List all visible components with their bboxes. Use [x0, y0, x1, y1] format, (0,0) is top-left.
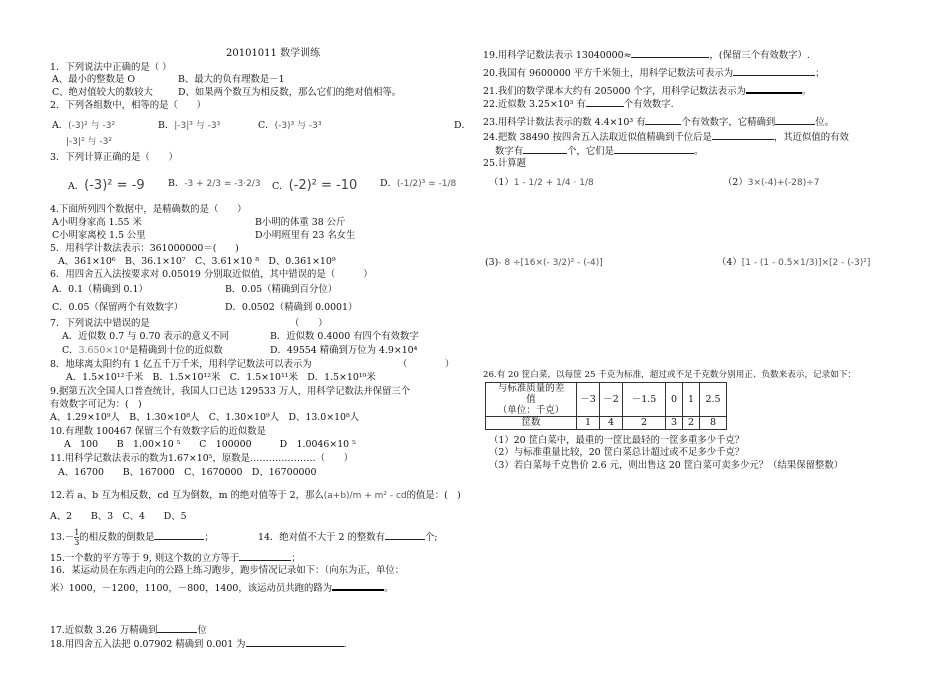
q17-stem: 17.近似数 3.26 万精确到 位: [50, 625, 207, 636]
q7-option-a: A．近似数 0.7 与 0.70 表示的意义不同: [62, 331, 229, 342]
q19-stem: 19.用科学记数法表示 13040000≈ ，(保留三个有效数字）.: [483, 50, 810, 61]
calc-4: （4）[1 - (1 - 0.5×1/3)]×[2 - (-3)²]: [717, 257, 871, 268]
q18-stem: 18.用四舍五入法把 0.07902 精确到 0.001 为 .: [50, 639, 347, 650]
table-header-cell: 与标准质量的差 值 （单位：千克）: [486, 383, 577, 417]
q18-answer-blank[interactable]: [246, 638, 344, 647]
q7-paren: （ ）: [290, 318, 328, 329]
q26-data-table: [485, 382, 727, 430]
q20-answer-blank[interactable]: [733, 67, 815, 76]
q22-answer-blank[interactable]: [586, 98, 624, 107]
q14-stem: 14．绝对值不大于 2 的整数有 个;: [258, 532, 438, 543]
q10-stem: 10.有理数 100467 保留三个有效数字后的近似数是: [50, 426, 267, 437]
q2-option-d-label: D．: [454, 120, 471, 131]
table-cell: 3: [666, 417, 683, 430]
q2-option-c: C．(-3)³ 与 -3³: [258, 120, 322, 131]
q4-option-a: A小明身家高 1.55 米: [52, 217, 142, 228]
q3-option-c: C．(-2)² = -10: [272, 178, 358, 193]
q11-stem: 11.用科学记数法表示的数为1.67×10⁵，原数是…………………（ ）: [50, 453, 354, 464]
q24-answer-blank-2[interactable]: [523, 145, 567, 154]
q13-fraction: $\frac{1}{3}$: [74, 528, 80, 547]
table-row: [486, 417, 727, 430]
q9-options: A、1.29×10⁹人 B、1.30×10⁸人 C、1.30×10⁹人 D、13.0×10⁸人: [50, 412, 360, 423]
q21-answer-blank[interactable]: [746, 84, 802, 94]
q4-option-c: C小明家离校 1.5 公里: [52, 230, 146, 241]
q26-subquestion-1: （1）20 筐白菜中，最重的一筐比最轻的一筐多重多少千克？: [489, 435, 745, 446]
table-cell: 2.5: [700, 383, 727, 417]
q16-stem-line2: 米）1000，－1200，1100，－800，1400，该运动员共跑的路为 。: [50, 583, 394, 594]
q6-option-b: B．0.05（精确到百分位）: [225, 284, 338, 295]
q14-answer-blank[interactable]: [385, 531, 425, 540]
table-cell: 0: [666, 383, 683, 417]
q26-stem: 26.有 20 筐白菜，以每筐 25 千克为标准，超过或不足千克数分别用正、负数来表示，记录如下：: [483, 370, 857, 380]
table-cell: －2: [600, 383, 623, 417]
q8-options: A．1.5×10¹²千米 B．1.5×10¹²米 C．1.5×10¹¹米 D．1.5×10¹⁰米: [66, 372, 376, 383]
q13-answer-blank[interactable]: [154, 531, 204, 540]
q7-option-b: B．近似数 0.4000 有四个有效数字: [270, 331, 419, 342]
table-cell: 2: [623, 417, 666, 430]
q17-answer-blank[interactable]: [157, 624, 197, 633]
page-title: 20101011 数学训练: [226, 48, 321, 59]
q1-stem: 1．下列说法中正确的是（ ）: [50, 62, 172, 73]
q16-stem: 16．某运动员在东西走向的公路上练习跑步，跑步情况记录如下：（向东为正，单位：: [50, 565, 405, 576]
q24-answer-blank-1[interactable]: [712, 131, 774, 140]
q3-option-d: D．(-1/2)³ = -1/8: [380, 178, 457, 189]
q12-stem: 12.若 a、b 互为相反数，cd 互为倒数，m 的绝对值等于 2，那么(a+b)/m + m² - cd的值是：( ): [50, 490, 461, 501]
q6-option-a: A．0.1（精确到 0.1）: [52, 284, 148, 295]
q15-stem: 15.一个数的平方等于 9, 则这个数的立方等于 ；: [50, 553, 301, 564]
q4-option-b: B小明的体重 38 公斤: [255, 217, 346, 228]
table-row: [486, 383, 727, 417]
q23-stem: 23.用科学计数法表示的数 4.4×10³ 有 个有效数字，它精确到 位。: [483, 117, 834, 128]
q5-stem: 5．用科学计数法表示：361000000＝( ): [50, 243, 239, 254]
table-cell: 8: [700, 417, 727, 430]
q9-stem-line2: 有效数字可记为：( ): [50, 399, 142, 410]
q7-option-d: D．49554 精确到万位为 4.9×10⁴: [270, 345, 418, 356]
q24-stem: 24.把数 38490 按四舍五入法取近似值精确到千位后是 ，其近似值的有效: [483, 132, 849, 143]
calc-2: （2）3×(-4)+(-28)÷7: [723, 177, 820, 188]
q7-stem: 7．下列说法中错误的是: [50, 318, 150, 329]
q8-stem: 8．地球离太阳约有 1 亿五千万千米，用科学记数法可以表示为: [50, 359, 312, 370]
q22-stem: 22.近似数 3.25×10³ 有 个有效数字.: [483, 99, 674, 110]
q6-option-c: C．0.05（保留两个有效数字）: [52, 302, 184, 313]
q10-options: A 100 B 1.00×10 ⁵ C 100000 D 1.0046×10 ⁵: [64, 439, 356, 450]
q6-option-d: D．0.0502（精确到 0.0001）: [225, 302, 358, 313]
q4-stem: 4.下面所列四个数据中，是精确数的是（ ）: [50, 204, 247, 215]
calc-1: （1）1 - 1/2 + 1/4 · 1/8: [489, 177, 594, 188]
q1-option-d: D、如果两个数互为相反数，那么它们的绝对值相等。: [178, 87, 402, 98]
q2-stem: 2．下列各组数中，相等的是（ ）: [50, 100, 206, 111]
q16-answer-blank[interactable]: [332, 581, 384, 591]
q5-options: A、361×10⁶ B、36.1×10⁷ C、3.61×10 ⁸ D、0.361×10⁹: [58, 256, 336, 267]
q25-heading: 25.计算题: [483, 158, 527, 169]
table-header-cell: 筐数: [486, 417, 577, 430]
q1-option-a: A、最小的整数是 O: [52, 74, 136, 85]
q7-option-c: C．3.650×10⁴是精确到十位的近似数: [62, 345, 223, 356]
table-cell: 4: [600, 417, 623, 430]
q15-answer-blank[interactable]: [239, 552, 291, 561]
q23-answer-blank-2[interactable]: [775, 116, 815, 125]
table-cell: －1.5: [623, 383, 666, 417]
q8-paren: （ ）: [398, 359, 455, 370]
q19-answer-blank[interactable]: [631, 49, 709, 58]
q24-answer-blank-3[interactable]: [614, 145, 694, 154]
q11-options: A、16700 B、167000 C、1670000 D、16700000: [58, 467, 317, 478]
q2-option-a: A．(-3)² 与 -3²: [52, 120, 116, 131]
q2-option-b: B．|-3|³ 与 -3³: [158, 120, 221, 131]
q3-option-b: B．-3 + 2/3 = -3·2/3: [168, 178, 261, 189]
q3-option-a: A．(-3)² = -9: [68, 178, 145, 193]
q3-stem: 3．下列计算正确的是（ ）: [50, 152, 178, 163]
q1-option-b: B、最大的负有理数是－1: [178, 74, 285, 85]
table-cell: 2: [683, 417, 700, 430]
q24-stem-line2: 数字有 个，它们是 。: [495, 146, 704, 157]
q21-stem: 21.我们的数学课本大约有 205000 个字，用科学记数法表示为 。: [483, 86, 812, 97]
q9-stem: 9.据第五次全国人口普查统计，我国人口已达 129533 万人，用科学记数法并保留三个: [50, 386, 411, 397]
q1-option-c: C、绝对值较大的数较大: [52, 87, 153, 98]
q2-option-d: |-3|² 与 -3²: [66, 137, 112, 147]
table-cell: 1: [683, 383, 700, 417]
q6-stem: 6．用四舍五入法按要求对 0.05019 分别取近似值，其中错误的是（ ）: [50, 269, 373, 280]
table-cell: 1: [577, 417, 600, 430]
q26-subquestion-3: （3）若白菜每千克售价 2.6 元，则出售这 20 筐白菜可卖多少元？（结果保留整数）: [489, 460, 844, 471]
q23-answer-blank-1[interactable]: [645, 116, 681, 125]
q20-stem: 20.我国有 9600000 平方千米领土，用科学记数法可表示为 ；: [483, 68, 825, 79]
calc-3: (3)- 8 ÷[16×(- 3/2)² - (-4)]: [485, 257, 603, 268]
q12-options: A、2 B、3 C、4 D、5: [50, 511, 187, 522]
q26-subquestion-2: （2）与标准重量比较，20 筐白菜总计超过或不足多少千克？: [489, 447, 745, 458]
table-cell: －3: [577, 383, 600, 417]
q13-stem: 13.－ $\frac{1}{3}$ 的相反数的倒数是 ；: [50, 528, 214, 547]
q4-option-d: D小明班里有 23 名女生: [255, 230, 356, 241]
